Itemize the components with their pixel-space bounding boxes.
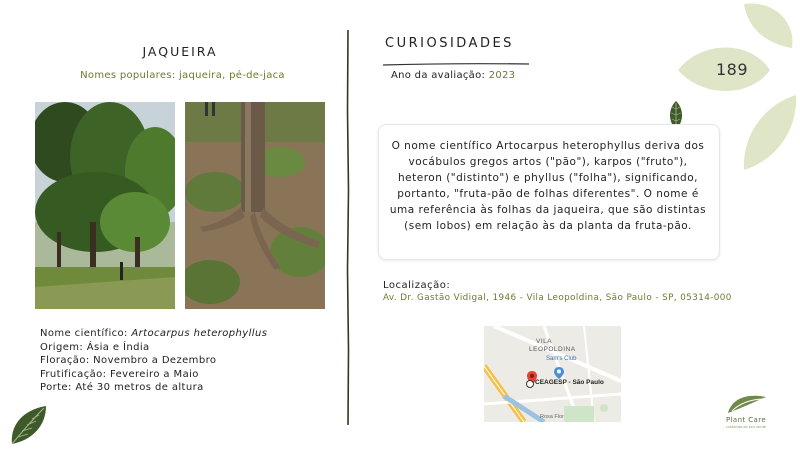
- plant-number-badge: 189: [715, 60, 749, 79]
- leaf-icon: [8, 404, 48, 450]
- evaluation-year: [391, 70, 515, 81]
- year-label: Ano da avaliação:: [391, 70, 489, 81]
- location-label: Localização:: [383, 280, 451, 291]
- tree-canopy-photo: [35, 102, 175, 309]
- brand-tagline: cuidando do seu verde: [726, 425, 766, 429]
- fact-scientific-name: [40, 327, 267, 341]
- scientific-label: Nome científico:: [40, 328, 132, 339]
- map-location-dot: [526, 380, 534, 388]
- map-district-line2: LEOPOLDINA: [529, 346, 576, 353]
- plant-title: JAQUEIRA: [142, 44, 218, 59]
- map-place-samsclub: Sam's Club: [546, 356, 577, 362]
- popular-names: Nomes populares: jaqueira, pé-de-jaca: [80, 70, 285, 81]
- map-place-rosaflor: Rosa Flor: [540, 414, 564, 420]
- scientific-value: Artocarpus heterophyllus: [131, 328, 268, 339]
- fact-fruiting: Frutificação: Fevereiro a Maio: [40, 368, 199, 380]
- tree-trunk-roots-photo: [185, 102, 325, 309]
- column-divider: [346, 30, 348, 425]
- map-district-line1: VILA: [536, 338, 553, 345]
- year-value: 2023: [488, 70, 516, 81]
- fact-flowering: Floração: Novembro a Dezembro: [40, 355, 217, 366]
- location-map[interactable]: [484, 326, 621, 422]
- fact-size: Porte: Até 30 metros de altura: [40, 382, 204, 393]
- brand-name: Plant Care: [725, 416, 767, 424]
- fact-origin: Origem: Ásia e Índia: [40, 341, 150, 353]
- curiosity-text: O nome científico Artocarpus heterophyllus deriva dos vocábulos gregos artos ("pão"), karpos ("fruto"), heteron ("distinto") e phyllus ("folha"), significando, portanto, "fruta-pão de folhas diferentes". O nome é uma referência às folhas da jaqueira, que são distintas (sem lobos) em relação às da planta da fruta-pão.: [389, 140, 707, 232]
- map-place-ceagesp: CEAGESP - São Paulo: [535, 379, 604, 386]
- curiosities-heading: CURIOSIDADES: [385, 36, 514, 51]
- plant-facts: [40, 327, 267, 395]
- location-address: Av. Dr. Gastão Vidigal, 1946 - Vila Leopoldina, São Paulo - SP, 05314-000: [383, 293, 732, 303]
- heading-underline: [383, 52, 529, 58]
